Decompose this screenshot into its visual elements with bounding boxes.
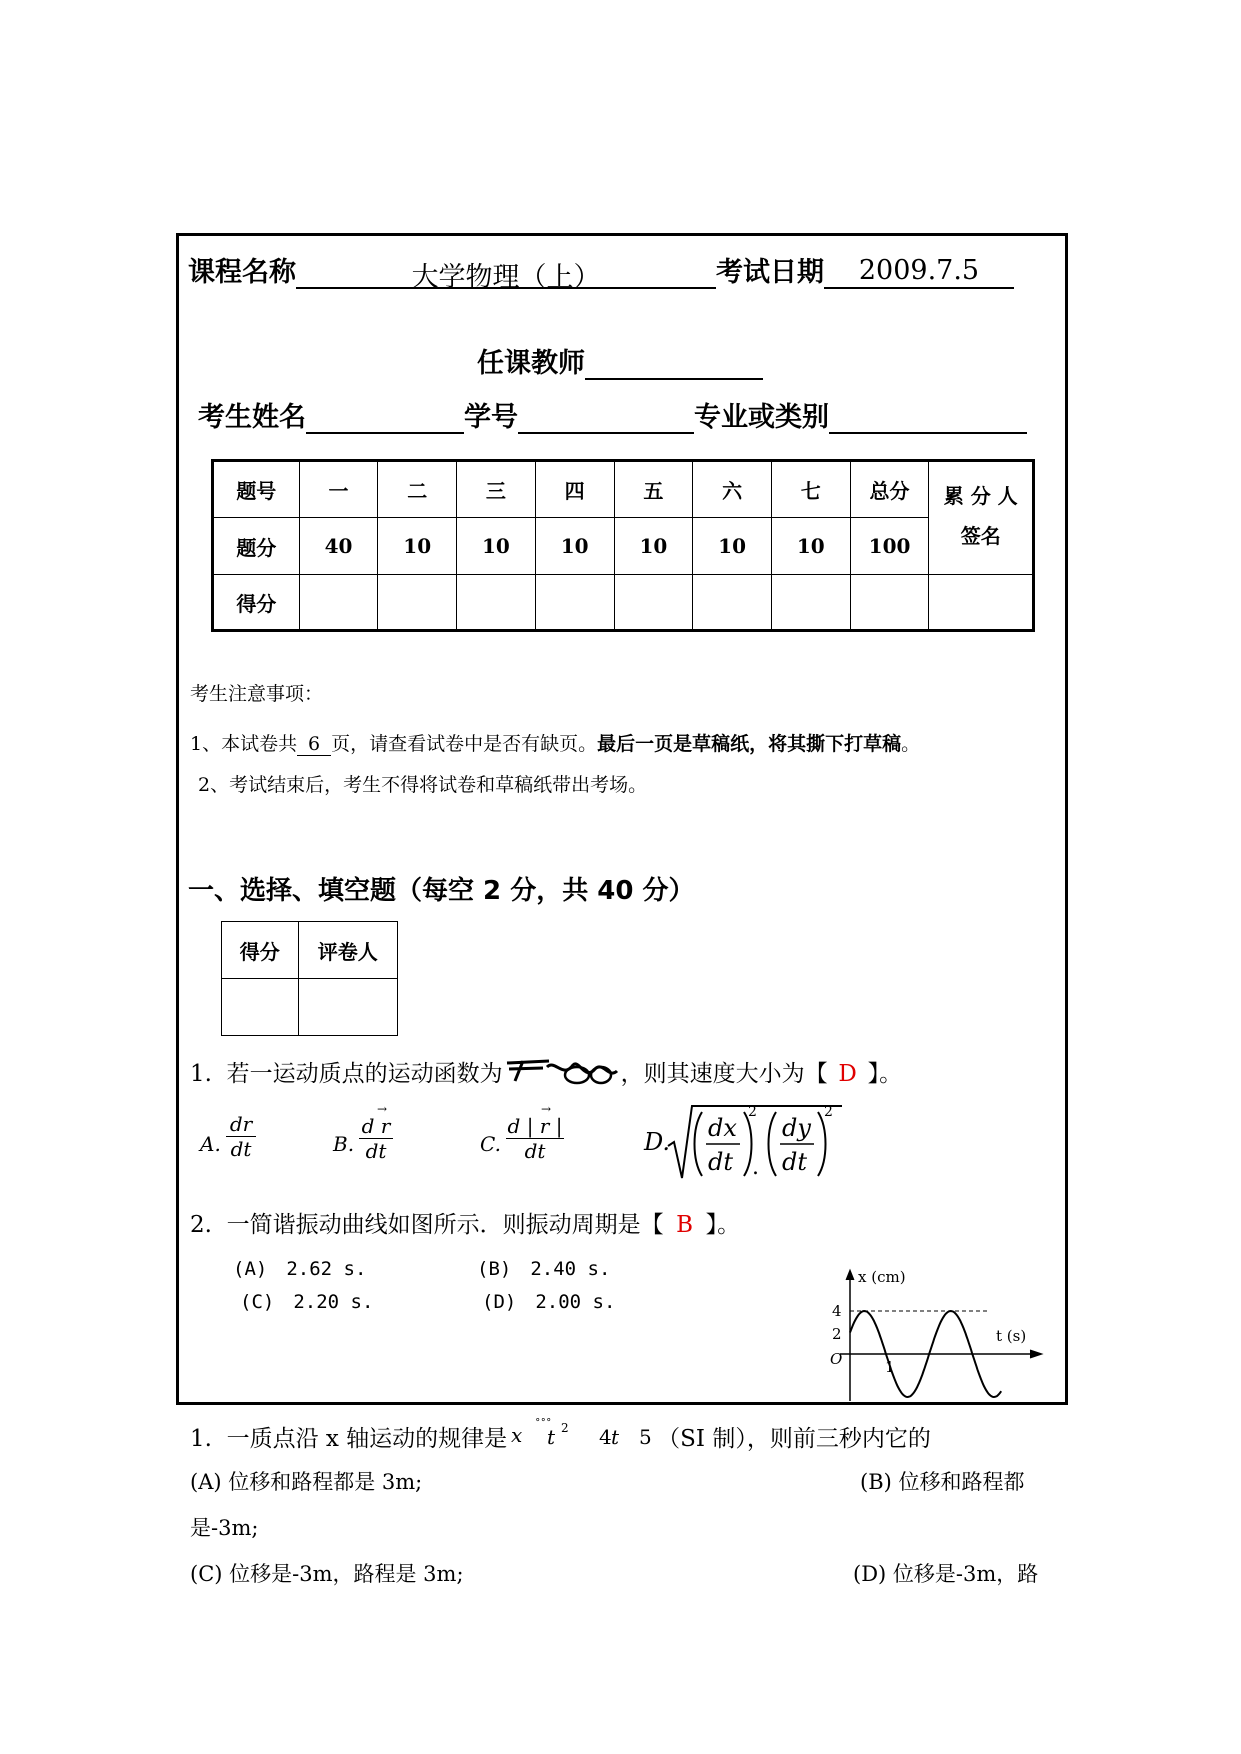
notes-item-1: 1、本试卷共 6 页，请查看试卷中是否有缺页。最后一页是草稿纸，将其撕下打草稿。 [190, 733, 921, 755]
vector-arrow-icon: → [376, 1102, 388, 1116]
motion-formula-icon [507, 1418, 657, 1452]
page-count: 6 [297, 733, 331, 756]
column-header: 四 [535, 461, 614, 518]
q1-answer: D [838, 1061, 857, 1087]
q3-option-b-continued: 是-3m; [190, 1516, 259, 1540]
points-cell: 10 [535, 518, 614, 575]
svg-text:dx: dx [708, 1114, 737, 1142]
row-label: 题号 [213, 461, 300, 518]
origin-label: O [830, 1350, 843, 1368]
tick-label-4: 4 [832, 1302, 842, 1320]
points-cell: 10 [693, 518, 772, 575]
q3-option-c[interactable]: (C) 位移是-3m，路程是 3m; [190, 1562, 464, 1586]
score-input-cell[interactable] [535, 575, 614, 631]
svg-text:.: . [752, 1155, 759, 1180]
course-field[interactable]: 大学物理（上） [296, 255, 716, 289]
numerator-text: dr [229, 1112, 253, 1136]
points-cell: 10 [378, 518, 457, 575]
svg-text:dy: dy [782, 1114, 811, 1142]
major-field[interactable] [829, 400, 1027, 434]
score-input-cell[interactable] [299, 575, 378, 631]
score-input-cell[interactable] [771, 575, 850, 631]
svg-text:D.: D. [644, 1128, 671, 1156]
points-cell: 40 [299, 518, 378, 575]
grader-person-cell[interactable] [298, 979, 397, 1036]
garbled-formula-icon [503, 1055, 621, 1087]
signer-label-2: 签名 [960, 524, 1001, 548]
denominator-text: dt [226, 1136, 256, 1161]
svg-text:4: 4 [599, 1425, 612, 1449]
score-input-cell[interactable] [693, 575, 772, 631]
score-table [211, 459, 1035, 632]
q2-option-a[interactable]: (A) 2.62 s. [233, 1258, 367, 1280]
question-1: 1. 若一运动质点的运动函数为 ，则其速度大小为【 D 】。 [190, 1055, 902, 1088]
grader-score-label: 得分 [222, 922, 299, 979]
x-axis-label: t (s) [996, 1327, 1027, 1345]
question-2: 2. 一简谐振动曲线如图所示．则振动周期是【 B 】。 [190, 1212, 741, 1238]
sqrt-formula-icon [642, 1098, 852, 1182]
date-label: 考试日期 [716, 257, 824, 288]
notes-item-2: 2、考试结束后，考生不得将试卷和草稿纸带出考场。 [198, 774, 648, 796]
teacher-field[interactable] [585, 346, 763, 380]
score-input-cell[interactable] [929, 575, 1034, 631]
grader-table [221, 921, 398, 1036]
svg-text:dt: dt [782, 1148, 808, 1176]
table-row [213, 518, 1034, 575]
id-field[interactable] [518, 400, 694, 434]
svg-text:dt: dt [708, 1148, 734, 1176]
tick-label-2: 2 [832, 1325, 842, 1343]
svg-text:t: t [547, 1425, 556, 1449]
q3-option-d[interactable]: (D) 位移是-3m，路 [853, 1562, 1039, 1586]
name-label: 考生姓名 [198, 402, 306, 433]
teacher-line [477, 341, 763, 380]
score-input-cell[interactable] [457, 575, 536, 631]
table-row [222, 922, 398, 979]
y-axis-label: x (cm) [858, 1268, 906, 1286]
table-row [213, 575, 1034, 631]
course-line [188, 250, 1014, 293]
svg-text:2: 2 [824, 1104, 833, 1120]
notes-title: 考生注意事项： [190, 683, 324, 705]
table-row [222, 979, 398, 1036]
signer-cell [929, 461, 1034, 575]
svg-text:5: 5 [639, 1425, 652, 1449]
signer-label-1: 累 分 人 [943, 484, 1018, 508]
grader-person-label: 评卷人 [298, 922, 397, 979]
q3-option-b[interactable]: (B) 位移和路程都 [860, 1470, 1025, 1494]
q2-option-c[interactable]: (C) 2.20 s. [240, 1291, 374, 1313]
major-label: 专业或类别 [694, 402, 829, 433]
row-label: 得分 [213, 575, 300, 631]
notes-bold: 最后一页是草稿纸，将其撕下打草稿 [597, 733, 902, 755]
points-cell: 10 [771, 518, 850, 575]
points-cell: 10 [614, 518, 693, 575]
row-label: 题分 [213, 518, 300, 575]
tick-label-1: 1 [885, 1358, 895, 1376]
score-input-cell[interactable] [850, 575, 929, 631]
column-header: 二 [378, 461, 457, 518]
table-row [213, 461, 1034, 518]
column-header: 七 [771, 461, 850, 518]
svg-text:˚˚˚: ˚˚˚ [535, 1418, 552, 1431]
y-axis-arrow-icon [846, 1270, 854, 1280]
oscillation-graph [820, 1266, 1045, 1401]
section-title: 一、选择、填空题（每空 2 分，共 40 分） [188, 876, 695, 906]
column-header: 六 [693, 461, 772, 518]
name-field[interactable] [306, 400, 464, 434]
svg-text:2: 2 [748, 1104, 757, 1120]
date-field[interactable]: 2009.7.5 [824, 255, 1014, 289]
points-cell: 100 [850, 518, 929, 575]
points-cell: 10 [457, 518, 536, 575]
q2-option-d[interactable]: (D) 2.00 s. [482, 1291, 616, 1313]
score-input-cell[interactable] [378, 575, 457, 631]
q2-option-b[interactable]: (B) 2.40 s. [477, 1258, 611, 1280]
score-input-cell[interactable] [614, 575, 693, 631]
id-label: 学号 [464, 402, 518, 433]
student-line [198, 395, 1027, 434]
column-header: 总分 [850, 461, 929, 518]
q3-option-a[interactable]: (A) 位移和路程都是 3m; [190, 1470, 423, 1494]
grader-score-cell[interactable] [222, 979, 299, 1036]
svg-text:2: 2 [561, 1421, 569, 1435]
q2-answer: B [676, 1212, 694, 1238]
vector-arrow-icon: → [540, 1102, 552, 1116]
q1-option-d[interactable] [642, 1098, 852, 1186]
question-3: 1. 一质点沿 x 轴运动的规律是 x ˚˚˚ t 2 4 t 5 （SI 制），则前三秒内它的 [190, 1418, 931, 1452]
column-header: 三 [457, 461, 536, 518]
course-label: 课程名称 [188, 257, 296, 288]
column-header: 一 [299, 461, 378, 518]
column-header: 五 [614, 461, 693, 518]
svg-text:x: x [511, 1423, 523, 1447]
teacher-label: 任课教师 [477, 348, 585, 379]
svg-text:t: t [611, 1425, 620, 1449]
x-axis-arrow-icon [1030, 1350, 1042, 1358]
